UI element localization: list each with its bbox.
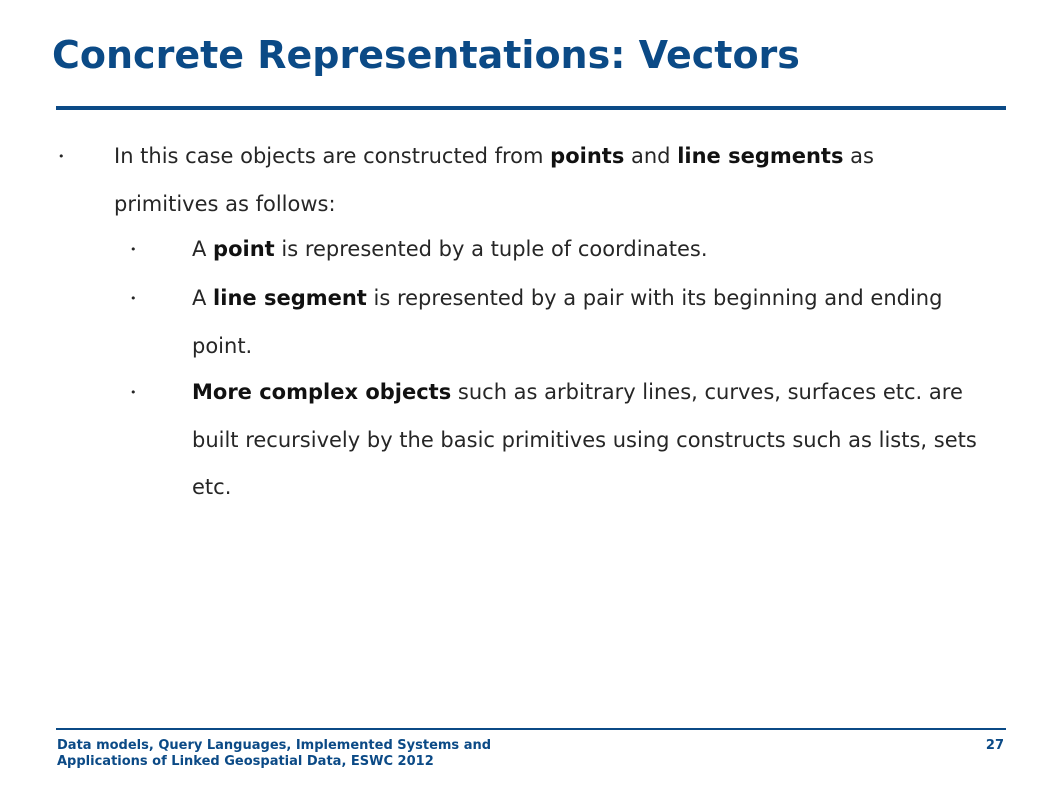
bullet-text: is represented by a tuple of coordinates.: [274, 237, 708, 261]
bullet-item-primitives: [58, 133, 914, 228]
page-number: 27: [985, 738, 1004, 753]
bullet-dot-icon: •: [130, 292, 137, 305]
title-divider: [56, 106, 1006, 110]
bullet-dot-icon: •: [130, 243, 137, 256]
bullet-emphasis: More complex objects: [192, 380, 452, 404]
footer-line-1: Data models, Query Languages, Implemented Systems and: [57, 738, 492, 753]
bullet-emphasis: line segment: [213, 286, 367, 310]
bullet-emphasis: points: [550, 144, 625, 168]
sub-bullet-point: [130, 226, 1007, 274]
bullet-text: such as arbitrary lines, curves, surfaces etc. are built recursively by the basic primitives using constructs such as lists, sets etc.: [192, 380, 977, 499]
bullet-dot-icon: •: [130, 386, 137, 399]
bullet-text: as primitives as follows:: [114, 144, 874, 216]
slide-title: Concrete Representations: Vectors: [52, 33, 800, 77]
bullet-text: and: [624, 144, 678, 168]
bullet-text: A: [192, 237, 214, 261]
footer-line-2: Applications of Linked Geospatial Data, ESWC 2012: [57, 754, 434, 769]
footer-caption: [57, 738, 491, 770]
bullet-text: A: [192, 286, 214, 310]
bullet-text: is represented by a pair with its beginning and ending point.: [192, 286, 943, 358]
bullet-emphasis: point: [213, 237, 275, 261]
sub-bullet-line-segment: [130, 275, 1007, 370]
bullet-emphasis: line segments: [677, 144, 844, 168]
sub-bullet-complex-objects: [130, 369, 1007, 512]
bullet-dot-icon: •: [58, 150, 65, 163]
bullet-text: In this case objects are constructed from: [114, 144, 551, 168]
footer-divider: [56, 728, 1006, 730]
